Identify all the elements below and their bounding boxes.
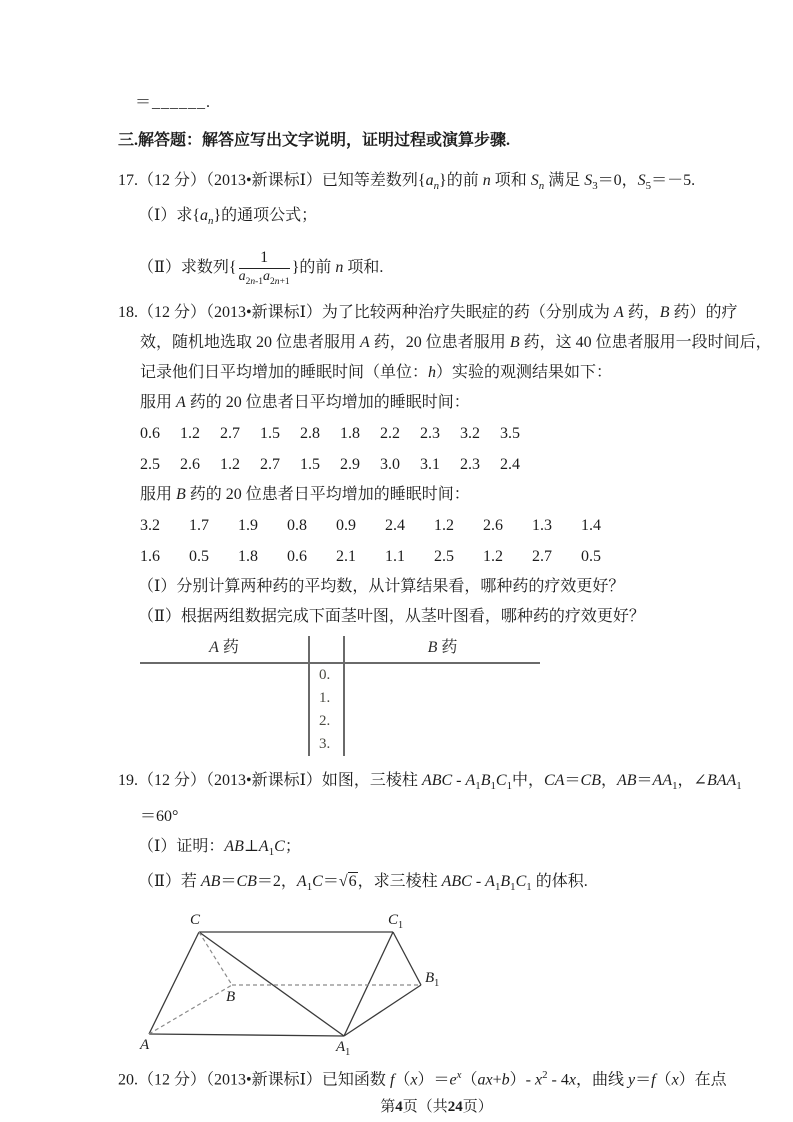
prism-drawing	[140, 910, 450, 1058]
prism-figure	[140, 910, 450, 1058]
vertex-label-C1: $C_1$	[388, 911, 404, 931]
radical-sign: √	[338, 872, 348, 890]
stem-leaf-row	[140, 664, 540, 687]
sleep-value: 1.1	[385, 548, 405, 566]
sleep-value: 1.4	[581, 517, 601, 535]
stem-leaf-stem-header	[308, 636, 345, 662]
sleep-value: 3.2	[460, 425, 480, 443]
sleep-value: 0.5	[581, 548, 601, 566]
sleep-value: 3.2	[140, 517, 160, 535]
q19-stem-line1: 19.（12 分）（2013•新课标Ⅰ）如图，三棱柱 ABC - $A_1B_1C_1$中，CA＝CB，$AB=AA_1$，$\angle BAA_1$	[118, 772, 742, 793]
sleep-value: 2.2	[380, 425, 400, 443]
sleep-value: 1.2	[180, 425, 200, 443]
q18-tableA-row2	[140, 449, 755, 480]
vertex-label-B1: $B_1$	[425, 969, 440, 989]
q18-tableA-caption: 服用 A 药的 20 位患者日平均增加的睡眠时间：	[140, 394, 470, 412]
fraction-numerator: 1	[239, 249, 290, 269]
q18-stem-line2: 效，随机地选取 20 位患者服用 A 药，20 位患者服用 B 药，这 40 位患者服用一段时间后，	[140, 334, 772, 352]
stem-leaf-plot	[140, 636, 540, 756]
sleep-value: 2.5	[140, 456, 160, 474]
sleep-value: 2.6	[483, 517, 503, 535]
footer-middle: 页（共	[402, 1099, 448, 1116]
q18-tableA-row1	[140, 418, 755, 449]
sleep-value: 2.5	[434, 548, 454, 566]
sleep-value: 2.4	[385, 517, 405, 535]
footer-prefix: 第	[380, 1099, 396, 1116]
sleep-value: 1.2	[434, 517, 454, 535]
vertex-label-A: A	[140, 1036, 150, 1053]
sleep-value: 3.5	[500, 425, 520, 443]
stem-leaf-row	[140, 733, 540, 756]
footer-page-number: 4	[395, 1099, 403, 1116]
stem-value: 2.	[308, 710, 345, 733]
stem-leaf-row	[140, 710, 540, 733]
sleep-value: 1.2	[220, 456, 240, 474]
blank-answer-text: ＝______.	[135, 94, 212, 111]
sleep-value: 2.7	[220, 425, 240, 443]
vertex-label-B: B	[226, 988, 236, 1005]
sleep-value: 2.9	[340, 456, 360, 474]
sleep-value: 1.7	[189, 517, 209, 535]
sleep-value: 2.1	[336, 548, 356, 566]
vertex-label-A1: $A_1$	[336, 1038, 351, 1058]
sleep-value: 1.3	[532, 517, 552, 535]
sleep-value: 2.3	[460, 456, 480, 474]
q17-part2-suffix: }的前 n 项和.	[291, 259, 384, 277]
stem-value: 0.	[308, 664, 345, 687]
sleep-value: 2.6	[180, 456, 200, 474]
q18-stem-line1: 18.（12 分）（2013•新课标Ⅰ）为了比较两种治疗失眠症的药（分别成为 A 药，B 药）的疗	[118, 304, 738, 322]
fraction	[239, 249, 290, 287]
q17-stem: 17.（12 分）（2013•新课标Ⅰ）已知等差数列$\{a_n\}$的前 n 项和 $S_n$ 满足 $S_3=0$，$S_5=-5$.	[118, 172, 696, 193]
sleep-value: 0.8	[287, 517, 307, 535]
q17-part2	[138, 244, 755, 292]
q19-stem-line2: ＝60°	[140, 807, 179, 825]
q20-stem-line1: 20.（12 分）（2013•新课标Ⅰ）已知函数 $f(x)=e^x(ax+b)-$ $x^2 - 4x$，曲线 y＝f（x）在点	[118, 1068, 727, 1089]
vertex-label-C: C	[190, 911, 201, 928]
sleep-value: 3.0	[380, 456, 400, 474]
sqrt-radicand: 6	[348, 872, 357, 890]
fraction-denominator: $a_{2n-1}a_{2n+1}$	[238, 269, 290, 288]
section-heading: 三.解答题：解答应写出文字说明，证明过程或演算步骤.	[118, 132, 511, 149]
q19-part2-suffix: ，求三棱柱 ABC - $A_1B_1C_1$ 的体积.	[357, 872, 588, 893]
sleep-value: 1.9	[238, 517, 258, 535]
q18-tableB-caption: 服用 B 药的 20 位患者日平均增加的睡眠时间：	[140, 486, 470, 504]
stem-leaf-left-header: A 药	[209, 639, 239, 657]
stem-value: 1.	[308, 687, 345, 710]
sleep-value: 0.6	[140, 425, 160, 443]
sleep-value: 1.2	[483, 548, 503, 566]
sleep-value: 1.8	[238, 548, 258, 566]
page-footer	[118, 1095, 755, 1119]
q18-part1: （Ⅰ）分别计算两种药的平均数，从计算结果看，哪种药的疗效更好？	[138, 578, 625, 596]
q19-part2	[138, 867, 755, 902]
sleep-value: 2.7	[260, 456, 280, 474]
q19-part2-prefix: （Ⅱ）若 AB＝CB＝2，$A_1C=$	[138, 872, 339, 893]
footer-suffix: 页）	[462, 1099, 493, 1116]
sleep-value: 1.8	[340, 425, 360, 443]
stem-leaf-row	[140, 687, 540, 710]
q18-tableB-row2	[140, 541, 755, 572]
sleep-value: 1.6	[140, 548, 160, 566]
sleep-value: 0.9	[336, 517, 356, 535]
stem-value: 3.	[308, 733, 345, 756]
sleep-value: 2.3	[420, 425, 440, 443]
sleep-value: 1.5	[260, 425, 280, 443]
q19-part1: （Ⅰ）证明：$AB\perp A_1C$；	[138, 837, 301, 858]
stem-leaf-right-header: B 药	[427, 639, 458, 657]
q18-part2: （Ⅱ）根据两组数据完成下面茎叶图，从茎叶图看，哪种药的疗效更好？	[138, 608, 645, 626]
sleep-value: 0.5	[189, 548, 209, 566]
sleep-value: 2.4	[500, 456, 520, 474]
blank-answer-line	[135, 88, 755, 118]
sleep-value: 2.7	[532, 548, 552, 566]
q17-part2-prefix: （Ⅱ）求数列{	[138, 259, 237, 277]
q18-stem-line3: 记录他们日平均增加的睡眠时间（单位：h）实验的观测结果如下：	[140, 364, 613, 382]
sleep-value: 1.5	[300, 456, 320, 474]
sleep-value: 2.8	[300, 425, 320, 443]
q18-tableB-row1	[140, 510, 755, 541]
stem-leaf-header-row	[140, 636, 540, 664]
footer-total-pages: 24	[447, 1099, 463, 1116]
sleep-value: 0.6	[287, 548, 307, 566]
sqrt-expression	[339, 872, 358, 890]
sleep-value: 3.1	[420, 456, 440, 474]
q17-part1: （Ⅰ）求$\{a_n\}$的通项公式；	[138, 207, 318, 228]
